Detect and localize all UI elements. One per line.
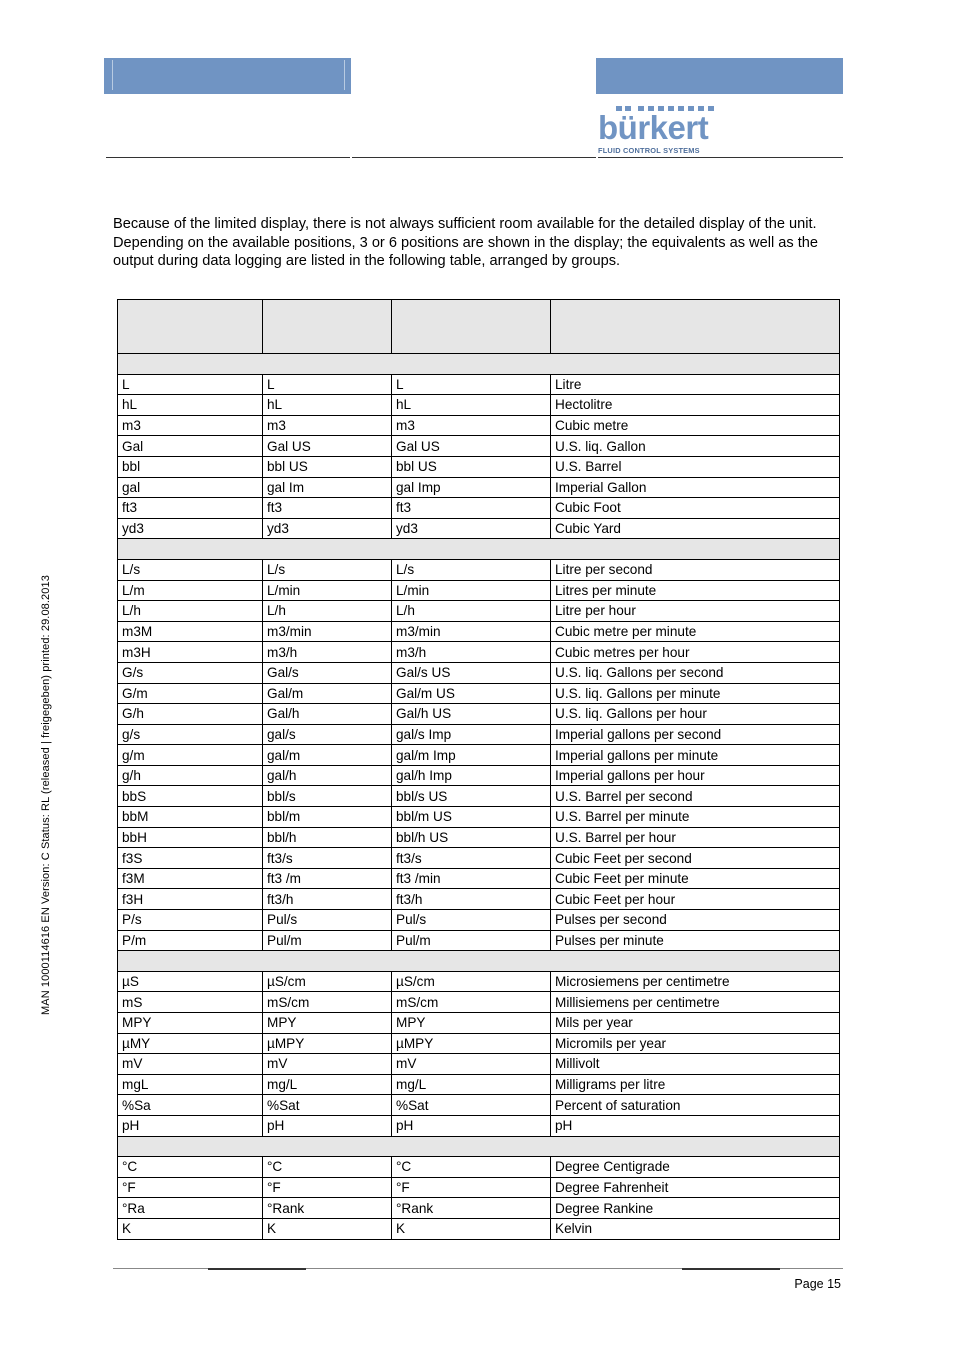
table-cell: P/m bbox=[118, 930, 263, 951]
table-cell: Pul/m bbox=[392, 930, 551, 951]
table-cell: pH bbox=[118, 1115, 263, 1136]
group-label bbox=[118, 951, 840, 972]
table-cell: hL bbox=[392, 395, 551, 416]
table-cell: Milligrams per litre bbox=[551, 1074, 840, 1095]
header-left-bar-inner bbox=[112, 60, 345, 90]
table-cell: Pulses per second bbox=[551, 910, 840, 931]
table-cell: gal/m Imp bbox=[392, 745, 551, 766]
table-cell: K bbox=[392, 1218, 551, 1239]
table-cell: mV bbox=[118, 1054, 263, 1075]
table-cell: mV bbox=[392, 1054, 551, 1075]
header-rule-right bbox=[598, 157, 843, 158]
table-cell: ft3 bbox=[392, 498, 551, 519]
table-cell: gal/m bbox=[263, 745, 392, 766]
header-rule-left bbox=[106, 157, 350, 158]
table-row bbox=[118, 1218, 840, 1239]
table-cell: ft3 bbox=[118, 498, 263, 519]
table-cell: Pul/s bbox=[263, 910, 392, 931]
table-cell: %Sa bbox=[118, 1095, 263, 1116]
table-cell: G/m bbox=[118, 683, 263, 704]
table-header-cell bbox=[551, 300, 840, 354]
table-cell: Degree Rankine bbox=[551, 1198, 840, 1219]
table-cell: K bbox=[118, 1218, 263, 1239]
table-row bbox=[118, 1177, 840, 1198]
logo-tagline: FLUID CONTROL SYSTEMS bbox=[598, 146, 700, 155]
table-cell: Kelvin bbox=[551, 1218, 840, 1239]
table-cell: Imperial Gallon bbox=[551, 477, 840, 498]
table-row bbox=[118, 1095, 840, 1116]
table-cell: Cubic metre per minute bbox=[551, 621, 840, 642]
table-cell: U.S. liq. Gallons per second bbox=[551, 662, 840, 683]
table-cell: U.S. liq. Gallons per hour bbox=[551, 704, 840, 725]
table-cell: Pul/s bbox=[392, 910, 551, 931]
table-row bbox=[118, 1013, 840, 1034]
table-cell: P/s bbox=[118, 910, 263, 931]
table-cell: µS/cm bbox=[392, 971, 551, 992]
table-row bbox=[118, 848, 840, 869]
table-cell: gal/h Imp bbox=[392, 765, 551, 786]
table-cell: U.S. liq. Gallons per minute bbox=[551, 683, 840, 704]
table-row bbox=[118, 662, 840, 683]
table-cell: Hectolitre bbox=[551, 395, 840, 416]
table-cell: MPY bbox=[263, 1013, 392, 1034]
table-cell: bbS bbox=[118, 786, 263, 807]
table-cell: Cubic Feet per minute bbox=[551, 868, 840, 889]
table-cell: mgL bbox=[118, 1074, 263, 1095]
group-header-row bbox=[118, 1136, 840, 1157]
table-cell: f3S bbox=[118, 848, 263, 869]
table-cell: MPY bbox=[118, 1013, 263, 1034]
document-status-text: MAN 1000114616 EN Version: C Status: RL (released | freigegeben) printed: 29.08.2013 bbox=[40, 575, 52, 1015]
table-row bbox=[118, 992, 840, 1013]
table-row bbox=[118, 704, 840, 725]
table-cell: Litres per minute bbox=[551, 580, 840, 601]
group-label bbox=[118, 354, 840, 375]
intro-paragraph: Because of the limited display, there is not always sufficient room available for the detailed display of the unit. Depending on the available positions, 3 or 6 positions are shown in the display; the equivalents as well as the output during data logging are listed in the following table, arranged by groups. bbox=[113, 216, 818, 270]
table-row bbox=[118, 786, 840, 807]
table-cell: Micromils per year bbox=[551, 1033, 840, 1054]
table-cell: Gal bbox=[118, 436, 263, 457]
table-cell: Cubic Yard bbox=[551, 518, 840, 539]
table-cell: U.S. Barrel per minute bbox=[551, 807, 840, 828]
table-cell: ft3/h bbox=[263, 889, 392, 910]
table-row bbox=[118, 374, 840, 395]
table-cell: Litre bbox=[551, 374, 840, 395]
table-cell: pH bbox=[392, 1115, 551, 1136]
table-cell: %Sat bbox=[263, 1095, 392, 1116]
table-header-row bbox=[118, 300, 840, 354]
group-label bbox=[118, 1136, 840, 1157]
table-row bbox=[118, 621, 840, 642]
table-cell: gal bbox=[118, 477, 263, 498]
table-cell: bbl/h bbox=[263, 827, 392, 848]
table-cell: °F bbox=[118, 1177, 263, 1198]
table-row bbox=[118, 642, 840, 663]
table-cell: ft3/s bbox=[263, 848, 392, 869]
table-cell: L/s bbox=[118, 559, 263, 580]
burkert-logo bbox=[598, 106, 718, 156]
table-cell: °C bbox=[118, 1157, 263, 1178]
table-cell: %Sat bbox=[392, 1095, 551, 1116]
table-cell: L/m bbox=[118, 580, 263, 601]
table-header-cell bbox=[263, 300, 392, 354]
table-cell: Gal/m bbox=[263, 683, 392, 704]
table-cell: L bbox=[392, 374, 551, 395]
table-row bbox=[118, 745, 840, 766]
table-cell: hL bbox=[118, 395, 263, 416]
table-row bbox=[118, 518, 840, 539]
table-cell: ft3/s bbox=[392, 848, 551, 869]
table-cell: gal/h bbox=[263, 765, 392, 786]
group-header-row bbox=[118, 951, 840, 972]
table-cell: Degree Fahrenheit bbox=[551, 1177, 840, 1198]
table-cell: Cubic metre bbox=[551, 415, 840, 436]
table-cell: Cubic Feet per hour bbox=[551, 889, 840, 910]
table-cell: µMPY bbox=[392, 1033, 551, 1054]
logo-wordmark: bürkert bbox=[598, 109, 709, 146]
table-cell: G/h bbox=[118, 704, 263, 725]
table-cell: bbH bbox=[118, 827, 263, 848]
table-cell: °F bbox=[263, 1177, 392, 1198]
table-row bbox=[118, 1054, 840, 1075]
table-cell: ft3/h bbox=[392, 889, 551, 910]
table-cell: µS/cm bbox=[263, 971, 392, 992]
table-header-cell bbox=[118, 300, 263, 354]
table-cell: bbl/s bbox=[263, 786, 392, 807]
table-row bbox=[118, 580, 840, 601]
table-cell: ft3 /min bbox=[392, 868, 551, 889]
group-label bbox=[118, 539, 840, 560]
table-cell: pH bbox=[551, 1115, 840, 1136]
table-cell: L/s bbox=[392, 559, 551, 580]
table-cell: pH bbox=[263, 1115, 392, 1136]
table-cell: °F bbox=[392, 1177, 551, 1198]
table-header-cell bbox=[392, 300, 551, 354]
table-cell: bbl/s US bbox=[392, 786, 551, 807]
table-cell: µMPY bbox=[263, 1033, 392, 1054]
table-cell: Gal US bbox=[263, 436, 392, 457]
table-cell: Imperial gallons per minute bbox=[551, 745, 840, 766]
table-cell: Pulses per minute bbox=[551, 930, 840, 951]
table-cell: g/s bbox=[118, 724, 263, 745]
table-cell: yd3 bbox=[118, 518, 263, 539]
table-cell: Litre per hour bbox=[551, 601, 840, 622]
table-cell: mg/L bbox=[263, 1074, 392, 1095]
table-cell: f3M bbox=[118, 868, 263, 889]
table-cell: m3 bbox=[263, 415, 392, 436]
page-number: Page 15 bbox=[794, 1277, 841, 1291]
table-cell: bbM bbox=[118, 807, 263, 828]
table-row bbox=[118, 910, 840, 931]
table-cell: °C bbox=[392, 1157, 551, 1178]
table-cell: L/h bbox=[118, 601, 263, 622]
group-header-row bbox=[118, 354, 840, 375]
table-cell: yd3 bbox=[392, 518, 551, 539]
table-cell: Gal/s bbox=[263, 662, 392, 683]
table-row bbox=[118, 477, 840, 498]
table-cell: Cubic Foot bbox=[551, 498, 840, 519]
table-row bbox=[118, 807, 840, 828]
table-cell: Microsiemens per centimetre bbox=[551, 971, 840, 992]
table-cell: ft3 bbox=[263, 498, 392, 519]
table-cell: bbl US bbox=[392, 456, 551, 477]
table-cell: m3/h bbox=[392, 642, 551, 663]
table-cell: Gal/s US bbox=[392, 662, 551, 683]
table-cell: G/s bbox=[118, 662, 263, 683]
table-cell: m3 bbox=[392, 415, 551, 436]
table-cell: mg/L bbox=[392, 1074, 551, 1095]
table-cell: m3 bbox=[118, 415, 263, 436]
table-cell: L/h bbox=[263, 601, 392, 622]
table-cell: bbl bbox=[118, 456, 263, 477]
table-cell: °Ra bbox=[118, 1198, 263, 1219]
table-cell: °Rank bbox=[263, 1198, 392, 1219]
table-cell: yd3 bbox=[263, 518, 392, 539]
table-row bbox=[118, 559, 840, 580]
table-cell: U.S. Barrel per hour bbox=[551, 827, 840, 848]
table-row bbox=[118, 1115, 840, 1136]
table-row bbox=[118, 765, 840, 786]
table-cell: mS bbox=[118, 992, 263, 1013]
table-row bbox=[118, 436, 840, 457]
table-cell: bbl/h US bbox=[392, 827, 551, 848]
footer-rule bbox=[113, 1268, 843, 1269]
table-row bbox=[118, 868, 840, 889]
table-cell: Degree Centigrade bbox=[551, 1157, 840, 1178]
table-cell: L/min bbox=[263, 580, 392, 601]
table-row bbox=[118, 601, 840, 622]
table-row bbox=[118, 1074, 840, 1095]
units-table bbox=[117, 299, 840, 1240]
table-cell: L/s bbox=[263, 559, 392, 580]
table-cell: Gal/h US bbox=[392, 704, 551, 725]
header-rule-middle bbox=[352, 157, 596, 158]
table-cell: Imperial gallons per hour bbox=[551, 765, 840, 786]
table-row bbox=[118, 827, 840, 848]
table-row bbox=[118, 889, 840, 910]
table-cell: L/min bbox=[392, 580, 551, 601]
table-cell: gal/s bbox=[263, 724, 392, 745]
table-cell: Mils per year bbox=[551, 1013, 840, 1034]
table-cell: L bbox=[263, 374, 392, 395]
group-header-row bbox=[118, 539, 840, 560]
table-cell: µMY bbox=[118, 1033, 263, 1054]
table-row bbox=[118, 456, 840, 477]
table-cell: gal/s Imp bbox=[392, 724, 551, 745]
table-cell: m3H bbox=[118, 642, 263, 663]
table-cell: mV bbox=[263, 1054, 392, 1075]
table-cell: m3/min bbox=[392, 621, 551, 642]
table-row bbox=[118, 395, 840, 416]
table-cell: Cubic Feet per second bbox=[551, 848, 840, 869]
table-cell: gal Im bbox=[263, 477, 392, 498]
table-cell: Gal/h bbox=[263, 704, 392, 725]
table-cell: L/h bbox=[392, 601, 551, 622]
table-cell: Pul/m bbox=[263, 930, 392, 951]
table-cell: bbl/m US bbox=[392, 807, 551, 828]
table-row bbox=[118, 498, 840, 519]
table-row bbox=[118, 1033, 840, 1054]
table-cell: mS/cm bbox=[263, 992, 392, 1013]
table-cell: Percent of saturation bbox=[551, 1095, 840, 1116]
table-cell: ft3 /m bbox=[263, 868, 392, 889]
table-row bbox=[118, 415, 840, 436]
table-row bbox=[118, 1157, 840, 1178]
table-cell: µS bbox=[118, 971, 263, 992]
header-left-bar bbox=[104, 58, 351, 94]
table-cell: bbl US bbox=[263, 456, 392, 477]
table-cell: °C bbox=[263, 1157, 392, 1178]
table-cell: gal Imp bbox=[392, 477, 551, 498]
table-cell: MPY bbox=[392, 1013, 551, 1034]
table-cell: Millivolt bbox=[551, 1054, 840, 1075]
table-cell: mS/cm bbox=[392, 992, 551, 1013]
table-cell: U.S. liq. Gallon bbox=[551, 436, 840, 457]
table-cell: Millisiemens per centimetre bbox=[551, 992, 840, 1013]
table-row bbox=[118, 683, 840, 704]
table-cell: U.S. Barrel bbox=[551, 456, 840, 477]
table-cell: hL bbox=[263, 395, 392, 416]
table-cell: f3H bbox=[118, 889, 263, 910]
table-row bbox=[118, 930, 840, 951]
table-cell: Gal US bbox=[392, 436, 551, 457]
table-cell: m3/min bbox=[263, 621, 392, 642]
table-cell: U.S. Barrel per second bbox=[551, 786, 840, 807]
table-cell: °Rank bbox=[392, 1198, 551, 1219]
table-cell: Litre per second bbox=[551, 559, 840, 580]
table-cell: g/m bbox=[118, 745, 263, 766]
table-row bbox=[118, 971, 840, 992]
table-cell: Gal/m US bbox=[392, 683, 551, 704]
table-row bbox=[118, 724, 840, 745]
table-cell: m3M bbox=[118, 621, 263, 642]
units-table-body bbox=[118, 354, 840, 1240]
table-cell: g/h bbox=[118, 765, 263, 786]
table-cell: Imperial gallons per second bbox=[551, 724, 840, 745]
table-cell: K bbox=[263, 1218, 392, 1239]
table-cell: m3/h bbox=[263, 642, 392, 663]
table-cell: L bbox=[118, 374, 263, 395]
table-row bbox=[118, 1198, 840, 1219]
table-cell: bbl/m bbox=[263, 807, 392, 828]
table-cell: Cubic metres per hour bbox=[551, 642, 840, 663]
header-right-bar bbox=[596, 58, 843, 94]
